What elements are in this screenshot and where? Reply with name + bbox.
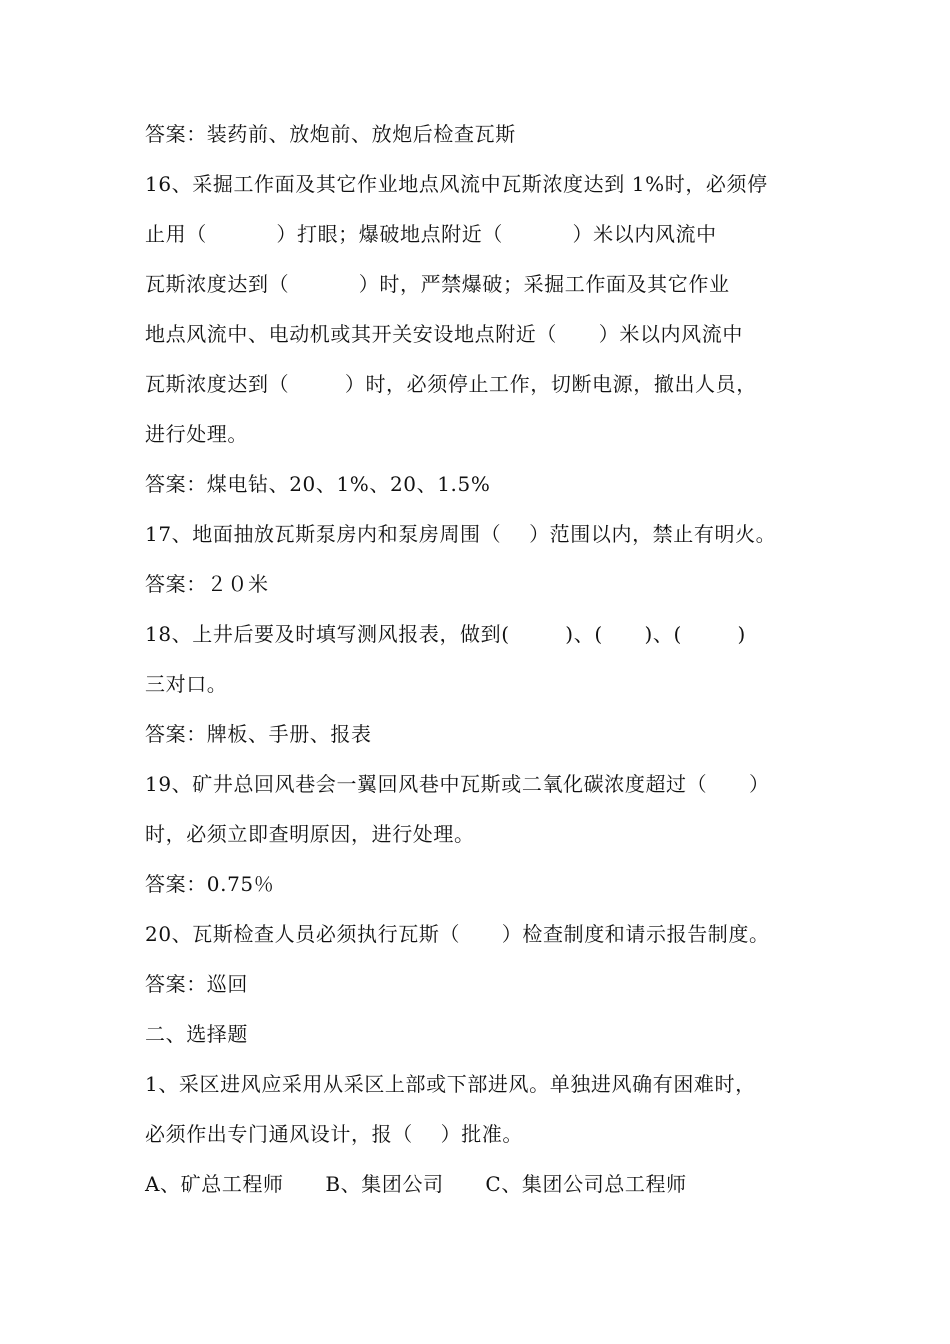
question-18-line-2: 三对口。 [145, 672, 228, 696]
question-16-line-4: 地点风流中、电动机或其开关安设地点附近（ ）米以内风流中 [145, 322, 743, 346]
answer-line-17: 答案：２０米 [145, 572, 269, 596]
question-19-line-1: 19、矿井总回风巷会一翼回风巷中瓦斯或二氧化碳浓度超过（ ） [145, 772, 770, 796]
answer-line-20: 答案：巡回 [145, 972, 248, 996]
answer-line-18: 答案：牌板、手册、报表 [145, 722, 372, 746]
answer-line-19: 答案：0.75％ [145, 872, 275, 896]
choice-question-1-line-1: 1、采区进风应采用从采区上部或下部进风。单独进风确有困难时， [145, 1072, 756, 1096]
question-16-line-5: 瓦斯浓度达到（ ）时，必须停止工作，切断电源，撤出人员， [145, 372, 757, 396]
question-16-line-6: 进行处理。 [145, 422, 248, 446]
question-16-line-2: 止用（ ）打眼；爆破地点附近（ ）米以内风流中 [145, 222, 717, 246]
question-16-line-3: 瓦斯浓度达到（ ）时，严禁爆破；采掘工作面及其它作业 [145, 272, 730, 296]
section-heading: 二、选择题 [145, 1022, 248, 1046]
choice-question-1-line-2: 必须作出专门通风设计，报（ ）批准。 [145, 1122, 524, 1146]
question-19-line-2: 时，必须立即查明原因，进行处理。 [145, 822, 475, 846]
answer-line-16: 答案：煤电钻、20、1%、20、1.5% [145, 472, 491, 496]
question-20: 20、瓦斯检查人员必须执行瓦斯（ ）检查制度和请示报告制度。 [145, 922, 770, 946]
question-18-line-1: 18、上井后要及时填写测风报表，做到( )、( )、( ) [145, 622, 746, 646]
choice-options: A、矿总工程师 B、集团公司 C、集团公司总工程师 [145, 1172, 687, 1196]
answer-line-15: 答案：装药前、放炮前、放炮后检查瓦斯 [145, 122, 516, 146]
question-16-line-1: 16、采掘工作面及其它作业地点风流中瓦斯浓度达到 1%时，必须停 [145, 172, 768, 196]
question-17: 17、地面抽放瓦斯泵房内和泵房周围（ ）范围以内，禁止有明火。 [145, 522, 777, 546]
